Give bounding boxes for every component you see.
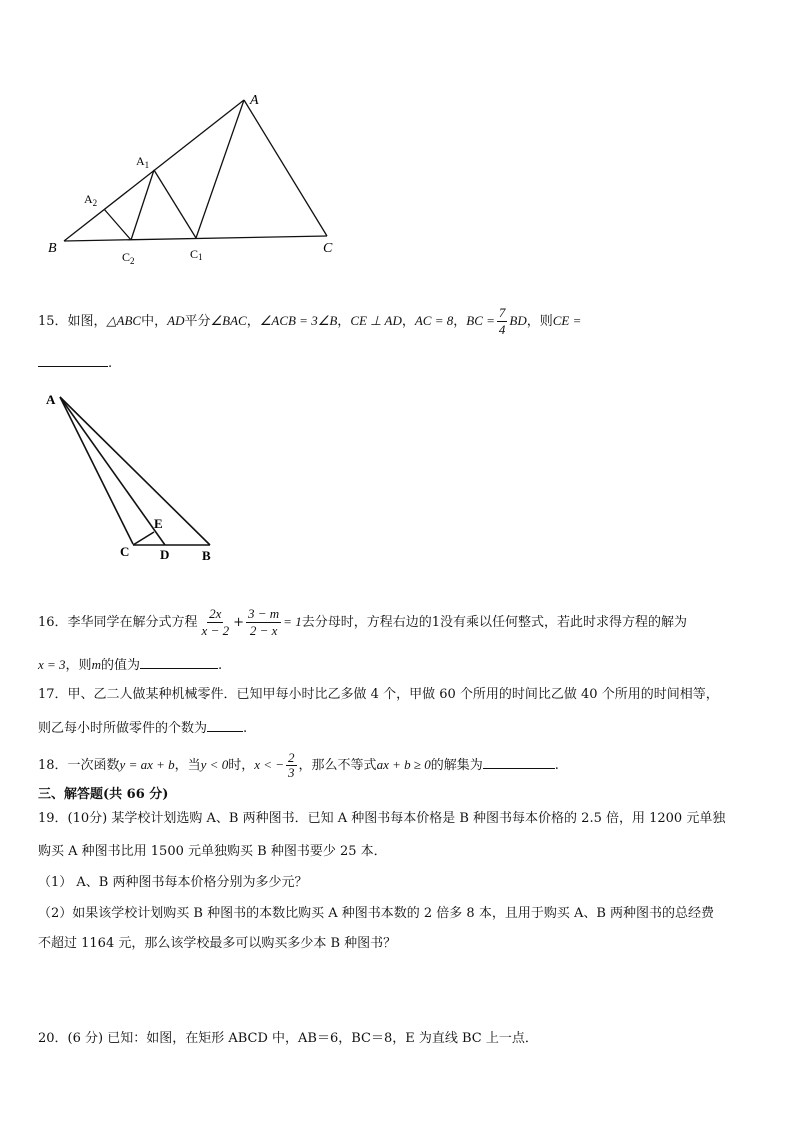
q16-x: x = 3	[38, 657, 66, 672]
question-19: 19．(10分) 某学校计划选购 A、B 两种图书．已知 A 种图书每本价格是 B 种图书每本价格的 2.5 倍，用 1200 元单独	[38, 811, 726, 826]
q16-m: m	[91, 657, 101, 672]
q17-end: .	[243, 721, 248, 736]
q16-text: 的值为	[100, 658, 140, 673]
question-19-part2-line2: 不超过 1164 元，那么该学校最多可以购买多少本 B 种图书？	[38, 936, 397, 951]
q15-answer-blank[interactable]	[38, 352, 108, 367]
q15-text: 中，	[141, 314, 168, 329]
q15-ad: AD	[167, 313, 185, 328]
segment-a2-c2	[104, 209, 131, 240]
q15-text: ，	[337, 314, 351, 329]
q16-text: ，则	[65, 658, 92, 673]
q18-inequality: ax + b ≥ 0	[376, 757, 431, 772]
label-a: A	[250, 93, 259, 108]
question-15	[38, 305, 581, 338]
q15-end: .	[108, 356, 113, 371]
q17-line1: 17．甲、乙二人做某种机械零件．已知甲每小时比乙多做 4 个，甲做 60 个所用的时间比乙做 40 个所用的时间相等，	[38, 687, 719, 702]
q18-number: 18．一次函数	[38, 758, 120, 773]
segment-ce	[133, 532, 154, 545]
label-a2: $A_2$	[84, 192, 98, 208]
segment-a1-c1	[154, 170, 196, 238]
label-c: C	[323, 241, 333, 256]
label-b: B	[48, 241, 57, 256]
q16-f1-den: x − 2	[201, 623, 230, 638]
q16-eq: = 1	[283, 614, 302, 629]
question-19-part2: （2）如果该学校计划购买 B 种图书的本数比购买 A 种图书本数的 2 倍多 8 本，且用于购买 A、B 两种图书的总经费	[38, 906, 715, 921]
q16-f2-den: 2 − x	[249, 623, 278, 638]
q15-text: ，则	[526, 314, 553, 329]
question-17-line2	[38, 717, 247, 739]
question-16-line2	[38, 654, 222, 676]
section-heading-3: 三、解答题(共 66 分)	[38, 787, 169, 802]
figure-triangle-ade	[40, 388, 230, 568]
label-d: D	[160, 547, 170, 562]
label-b: B	[202, 548, 211, 563]
q15-number: 15．如图，	[38, 314, 107, 329]
question-17	[38, 685, 719, 705]
q15-bd: BD	[509, 313, 527, 328]
question-19-line2: 购买 A 种图书比用 1500 元单独购买 B 种图书要少 25 本．	[38, 844, 387, 859]
segment-ab	[60, 397, 210, 545]
q15-answer-line	[38, 352, 112, 374]
q18-end: .	[554, 758, 559, 773]
q16-answer-blank[interactable]	[140, 654, 218, 669]
q18-text: ，当	[174, 758, 201, 773]
figure-triangle-abc-nested	[40, 88, 350, 273]
question-16	[38, 606, 687, 639]
segment-ad	[60, 397, 165, 545]
q18-answer-blank[interactable]	[483, 754, 555, 769]
label-a1: $A_1$	[136, 154, 150, 170]
q15-bc: BC =	[466, 313, 495, 328]
q18-frac-num: 2	[288, 750, 295, 765]
q16-rest: 去分母时，方程右边的1没有乘以任何整式，若此时求得方程的解为	[301, 615, 687, 630]
q16-plus: +	[233, 615, 244, 630]
label-c: C	[120, 544, 130, 559]
q18-text: 时，	[228, 758, 255, 773]
q17-line2: 则乙每小时所做零件的个数为	[38, 721, 208, 736]
q15-frac-den: 4	[498, 322, 506, 337]
segment-ac	[244, 100, 327, 236]
question-20: 20．(6 分) 已知：如图，在矩形 ABCD 中，AB＝6，BC＝8，E 为直线 BC 上一点．	[38, 1031, 538, 1046]
q15-text: ，	[453, 314, 467, 329]
q15-ce-perp-ad: CE ⊥ AD	[350, 313, 402, 328]
segment-a-c1	[196, 100, 244, 238]
q15-text: ，	[401, 314, 415, 329]
q16-end: .	[217, 658, 223, 673]
q18-text: ，那么不等式	[298, 758, 377, 773]
q15-frac-num: 7	[498, 305, 506, 320]
q16-f1-num: 2x	[209, 606, 222, 621]
q15-ac-value: AC = 8	[414, 313, 454, 328]
q16-number: 16．李华同学在解分式方程	[38, 615, 198, 630]
q18-function: y = ax + b	[119, 757, 175, 772]
q16-fraction-1	[200, 606, 232, 639]
q15-angle-bac: ∠BAC	[210, 313, 247, 328]
segment-a1-c2	[131, 170, 154, 240]
q18-frac-den: 3	[288, 765, 295, 780]
q15-triangle: △ABC	[106, 313, 142, 328]
label-e: E	[154, 516, 163, 531]
label-a: A	[46, 392, 56, 407]
question-19-part1: （1） A、B 两种图书每本价格分别为多少元？	[38, 875, 308, 890]
q18-fraction	[286, 751, 297, 780]
q18-text: 的解集为	[430, 758, 483, 773]
segment-ac	[60, 397, 133, 544]
q18-x-lt: x < −	[254, 757, 285, 772]
q15-text: ，	[246, 314, 260, 329]
q16-f2-num: 3 − m	[248, 606, 280, 621]
label-c1: C1	[190, 247, 203, 262]
question-18	[38, 751, 559, 780]
q15-angle-acb: ∠ACB = 3∠B	[259, 313, 338, 328]
q17-answer-blank[interactable]	[207, 717, 243, 732]
q18-y-lt: y < 0	[200, 757, 229, 772]
q15-fraction	[497, 305, 508, 338]
q16-fraction-2	[246, 606, 281, 639]
label-c2: $C_2$	[122, 250, 135, 266]
q15-text: 平分	[184, 314, 211, 329]
q15-ce: CE =	[552, 313, 582, 328]
